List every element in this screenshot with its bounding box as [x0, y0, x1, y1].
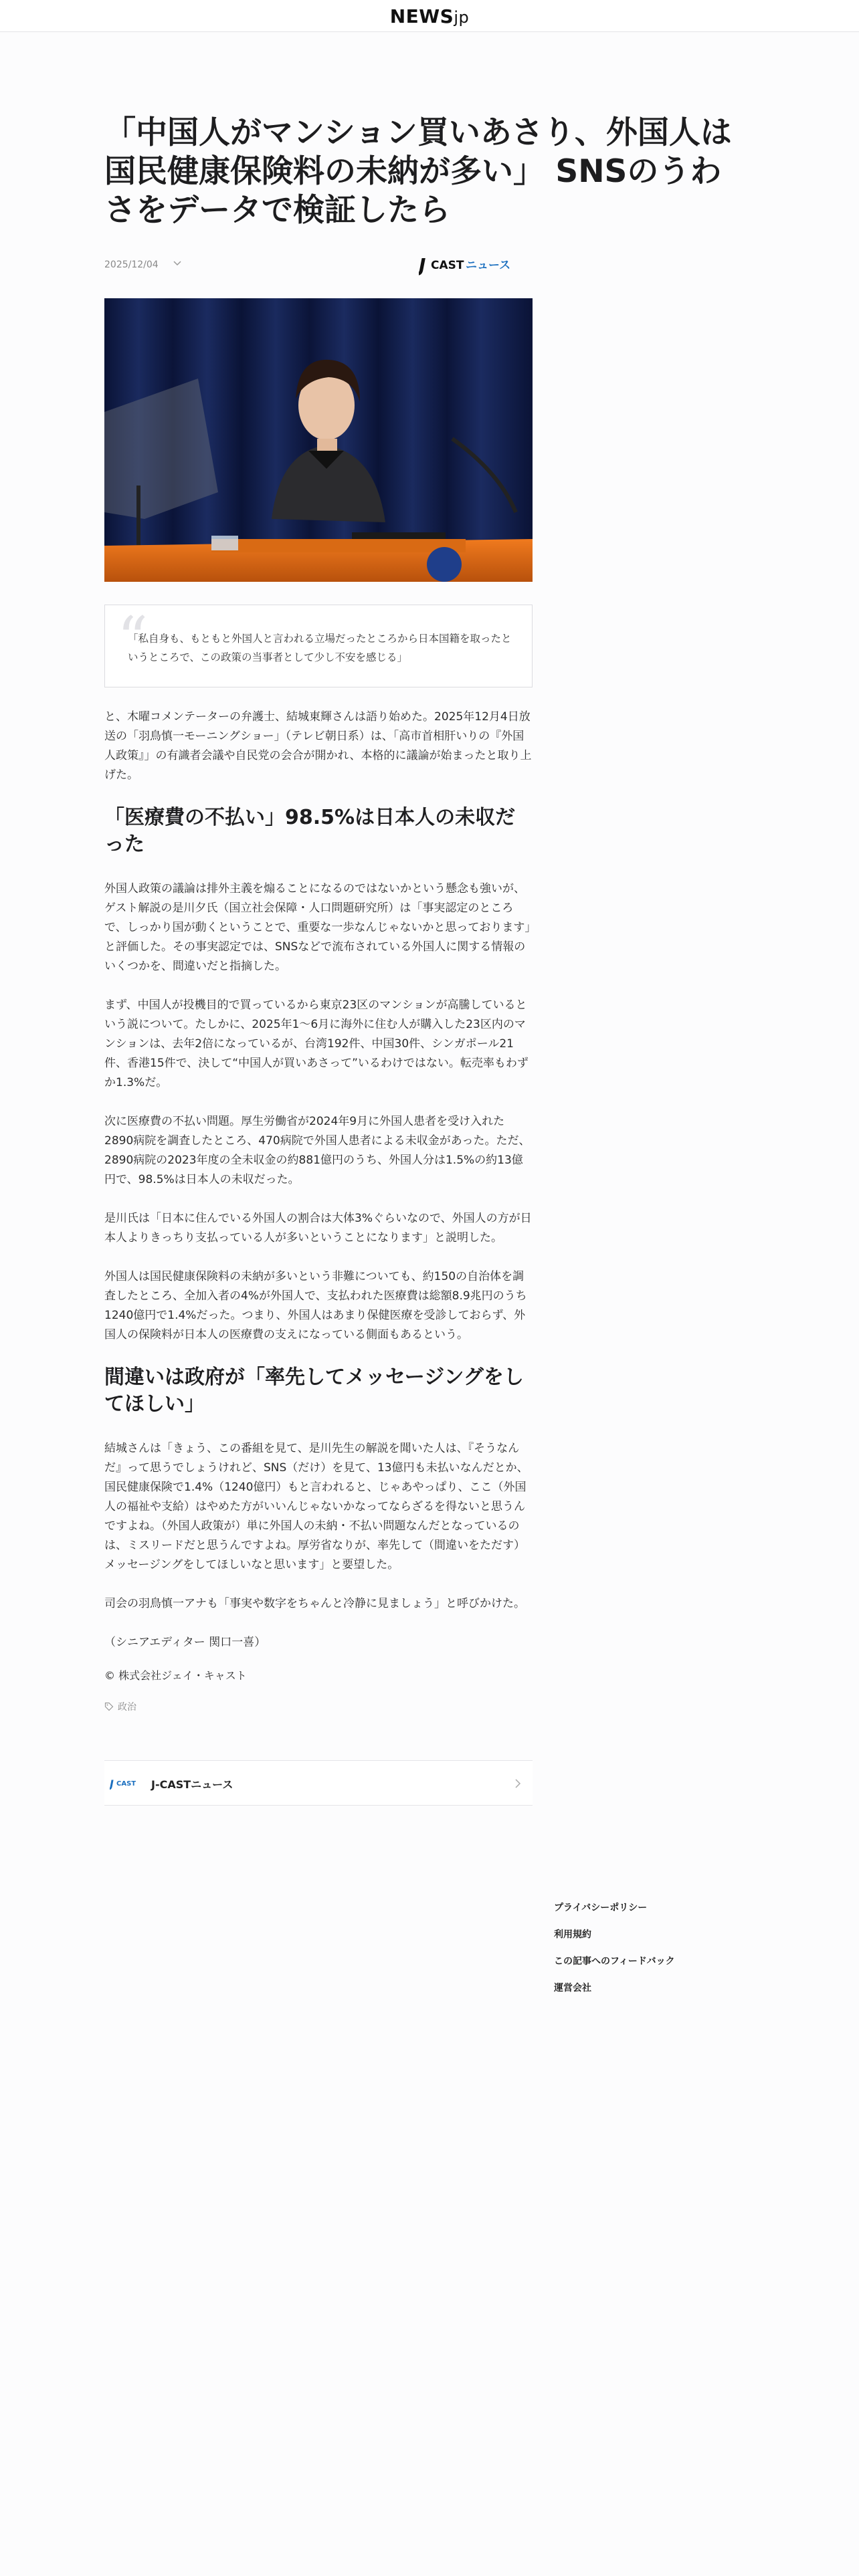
- source-logo: [110, 1777, 142, 1790]
- footer-link-privacy[interactable]: プライバシーポリシー: [554, 1903, 648, 1913]
- section-heading: 「医療費の不払い」98.5%は日本人の未収だった: [104, 806, 516, 856]
- paragraph: まず、中国人が投機目的で買っているから東京23区のマンションが高騰しているという説について。たしかに、2025年1～6月に海外に住む人が購入した23区内のマンションは、去年2倍になっているが、台湾192件、中国30件、シンガポール21件、香港15件で、決して“中国人が買いあさって”いるわけではない。転売率もわずか1.3%だ。: [104, 998, 529, 1089]
- footer-link-terms[interactable]: 利用規約: [554, 1929, 591, 1940]
- source-name: J-CASTニュース: [151, 1778, 233, 1791]
- paragraph: 是川氏は「日本に住んでいる外国人の割合は大体3%ぐらいなので、外国人の方が日本人よりきっちり支払っている人が多いということになります」と説明した。: [104, 1212, 532, 1245]
- pull-quote: [104, 605, 533, 687]
- paragraph: 結城さんは「きょう、この番組を見て、是川先生の解説を聞いた人は、『そうなんだ』って思うでしょうけれど、SNS（だけ）を見て、13億円も未払いなんだとか、国民健康保険で1.4%（1240億円）もと言われると、じゃあやっぱり、ここ（外国人の福祉や支給）はやめた方がいいんじゃないかなってならざるを得ないと思うんですよね。（外国人政策が）単に外国人の未納・不払い問題なんだとなっているのは、ミスリードだと思うんですよね。厚労省なりが、率先して（間違いをただす）メッセージングをしてほしいなと思います」と要望した。: [104, 1442, 529, 1572]
- publish-date: 2025/12/04: [104, 259, 159, 270]
- author-credit: （シニアエディター 関口一喜）: [104, 1636, 266, 1649]
- article-meta: [104, 253, 533, 280]
- section-heading: 間違いは政府が「率先してメッセージングをしてほしい」: [104, 1366, 524, 1416]
- paragraph: 次に医療費の不払い問題。厚生労働省が2024年9月に外国人患者を受け入れた2890病院を調査したところ、470病院で外国人患者による未収金があった。ただ、2890病院の2023年度の全未収金の約881億円のうち、外国人分は1.5%の約13億円で、98.5%は日本人の未収だった。: [104, 1115, 531, 1186]
- paragraph: 司会の羽鳥慎一アナも「事実や数字をちゃんと冷静に見ましょう」と呼びかけた。: [104, 1597, 525, 1610]
- chevron-down-icon[interactable]: [173, 258, 182, 267]
- quote-text: 「私自身も、もともと外国人と言われる立場だったところから日本国籍を取ったというところで、この政策の当事者として少し不安を感じる」: [128, 633, 512, 663]
- quote-mark-icon: “: [117, 604, 149, 674]
- footer-links: [554, 1901, 688, 2008]
- copyright: © 株式会社ジェイ・キャスト: [104, 1669, 247, 1682]
- footer-link-company[interactable]: 運営会社: [554, 1983, 591, 1994]
- publisher-logo-j: J: [419, 254, 426, 276]
- source-card[interactable]: [104, 1760, 533, 1806]
- article-body: [104, 708, 533, 1806]
- paragraph: と、木曜コメンテーターの弁護士、結城東輝さんは語り始めた。2025年12月4日放送の「羽鳥慎一モーニングショー」（テレビ朝日系）は、「高市首相肝いりの『外国人政策』」の有識者会議や自民党の会合が開かれ、本格的に議論が始まったと取り上げた。: [104, 710, 532, 782]
- publisher-logo[interactable]: [419, 254, 533, 276]
- paragraph: 外国人政策の議論は排外主義を煽ることになるのではないかという懸念も強いが、ゲスト解説の是川夕氏（国立社会保障・人口問題研究所）は「事実認定のところで、しっかり国が動くということで、重要な一歩なんじゃないかと思っております」と評価した。その事実認定では、SNSなどで流布されている外国人に関する情報のいくつかを、間違いだと指摘した。: [104, 882, 531, 973]
- article: [104, 47, 751, 1791]
- paragraph: 外国人は国民健康保険料の未納が多いという非難についても、約150の自治体を調査したところ、全加入者の4%が外国人で、支払われた医療費は総額8.9兆円のうち1240億円で1.4%だった。つまり、外国人はあまり保健医療を受診しておらず、外国人の保険料が日本人の医療費の支えになっている側面もあるという。: [104, 1270, 527, 1341]
- tag-link[interactable]: [104, 1700, 533, 1713]
- site-logo[interactable]: NEWSjp: [389, 5, 470, 27]
- hero-image: [104, 298, 533, 582]
- publisher-logo-news: ニュース: [466, 259, 511, 272]
- chevron-right-icon: [512, 1777, 523, 1790]
- tag-icon: [104, 1702, 114, 1711]
- publisher-logo-cast: CAST: [431, 259, 464, 272]
- top-bar: [0, 0, 859, 32]
- svg-text:CAST: CAST: [116, 1780, 136, 1788]
- tag-label: 政治: [118, 1702, 136, 1713]
- footer-link-feedback[interactable]: この記事へのフィードバック: [554, 1956, 675, 1967]
- article-title: 「中国人がマンション買いあさり、外国人は国民健康保険料の未納が多い」 SNSのうわさをデータで検証したら: [104, 114, 732, 229]
- svg-text:J: J: [110, 1778, 114, 1790]
